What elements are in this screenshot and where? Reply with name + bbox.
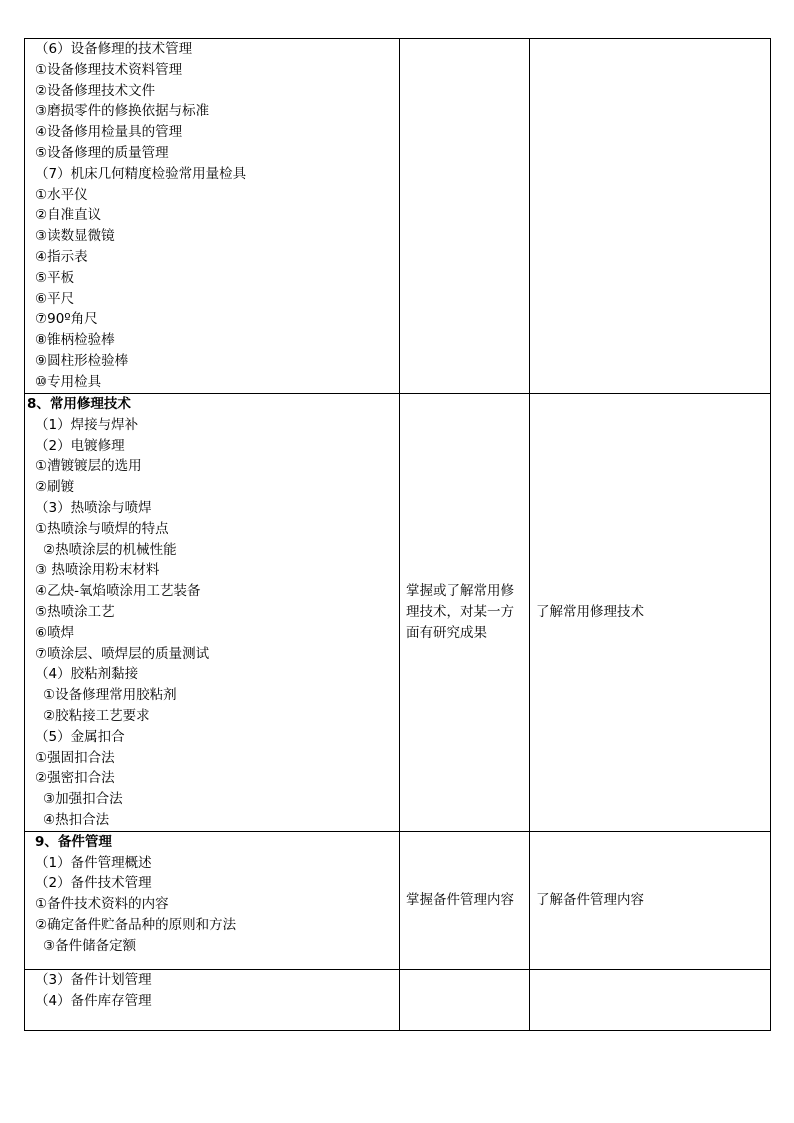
outline-item: ⑦喷涂层、喷焊层的质量测试 [35,645,210,662]
topic-lines [25,39,399,393]
outline-item: ⑨圆柱形检验棒 [35,352,129,369]
topic-lines [25,970,399,1012]
outline-item: （3）备件计划管理 [35,971,152,988]
topic-cell [25,394,400,832]
outline-item: ④乙炔-氧焰喷涂用工艺装备 [35,583,201,600]
outline-item: （2）备件技术管理 [35,875,152,892]
outline-item: ①热喷涂与喷焊的特点 [35,520,169,537]
outline-item: ②设备修理技术文件 [35,82,156,99]
outline-item: ①水平仪 [35,186,88,203]
outline-item: ⑦90º角尺 [35,311,98,328]
outline-table [24,38,771,1031]
outline-item: ④指示表 [35,248,88,265]
table-row [25,394,771,832]
outline-item: ②强密扣合法 [35,770,115,787]
outline-item: ②确定备件贮备品种的原则和方法 [35,916,237,933]
outline-item: （4）备件库存管理 [35,992,152,1009]
outline-item: ③加强扣合法 [43,791,123,808]
table-row [25,831,771,969]
note-cell [530,969,771,1030]
note-cell [530,39,771,394]
requirement-text: 掌握或了解常用修理技术，对某一方面有研究成果 [406,583,514,641]
outline-item: ⑤热喷涂工艺 [35,603,115,620]
topic-cell [25,831,400,969]
outline-table-body [25,39,771,1031]
outline-item: （1）焊接与焊补 [35,416,139,433]
section-heading: 8、常用修理技术 [27,396,131,412]
note-cell [530,831,771,969]
requirement-cell [400,39,530,394]
outline-item: （2）电镀修理 [35,437,125,454]
topic-lines [25,394,399,831]
topic-lines [25,832,399,957]
requirement-cell [400,969,530,1030]
note-text: 了解备件管理内容 [536,891,644,908]
outline-item: ①漕镀镀层的选用 [35,458,142,475]
outline-item: ②自准直议 [35,207,102,224]
outline-item: （5）金属扣合 [35,728,125,745]
outline-item: ⑤平板 [35,269,75,286]
outline-item: ④设备修用检量具的管理 [35,124,183,141]
outline-item: ⑥喷焊 [35,624,75,641]
note-text: 了解常用修理技术 [536,603,644,620]
outline-item: ⑥平尺 [35,290,75,307]
outline-item: ①设备修理技术资料管理 [35,61,183,78]
outline-item: ③备件储备定额 [43,937,137,954]
note-cell [530,394,771,832]
outline-item: ①备件技术资料的内容 [35,896,169,913]
outline-item: ③ 热喷涂用粉末材料 [35,562,160,579]
outline-item: ④热扣合法 [43,811,110,828]
requirement-cell [400,831,530,969]
outline-item: ①设备修理常用胶粘剂 [43,687,177,704]
requirement-cell [400,394,530,832]
outline-item: （6）设备修理的技术管理 [35,41,193,57]
outline-item: ②胶粘接工艺要求 [43,707,150,724]
topic-cell [25,39,400,394]
outline-item: ⑩专用检具 [35,373,102,390]
outline-item: ⑧锥柄检验棒 [35,332,115,349]
outline-item: （7）机床几何精度检验常用量检具 [35,165,247,182]
table-row [25,39,771,394]
table-row [25,969,771,1030]
section-heading: 9、备件管理 [35,833,112,850]
outline-item: （4）胶粘剂黏接 [35,666,139,683]
outline-item: ⑤设备修理的质量管理 [35,144,169,161]
outline-item: ②刷镀 [35,479,75,496]
outline-item: （1）备件管理概述 [35,854,152,871]
outline-item: ③磨损零件的修换依据与标准 [35,103,210,120]
requirement-text: 掌握备件管理内容 [406,891,514,908]
outline-item: ②热喷涂层的机械性能 [43,541,177,558]
topic-cell [25,969,400,1030]
outline-item: （3）热喷涂与喷焊 [35,499,152,516]
outline-item: ③读数显微镜 [35,228,115,245]
outline-item: ①强固扣合法 [35,749,115,766]
